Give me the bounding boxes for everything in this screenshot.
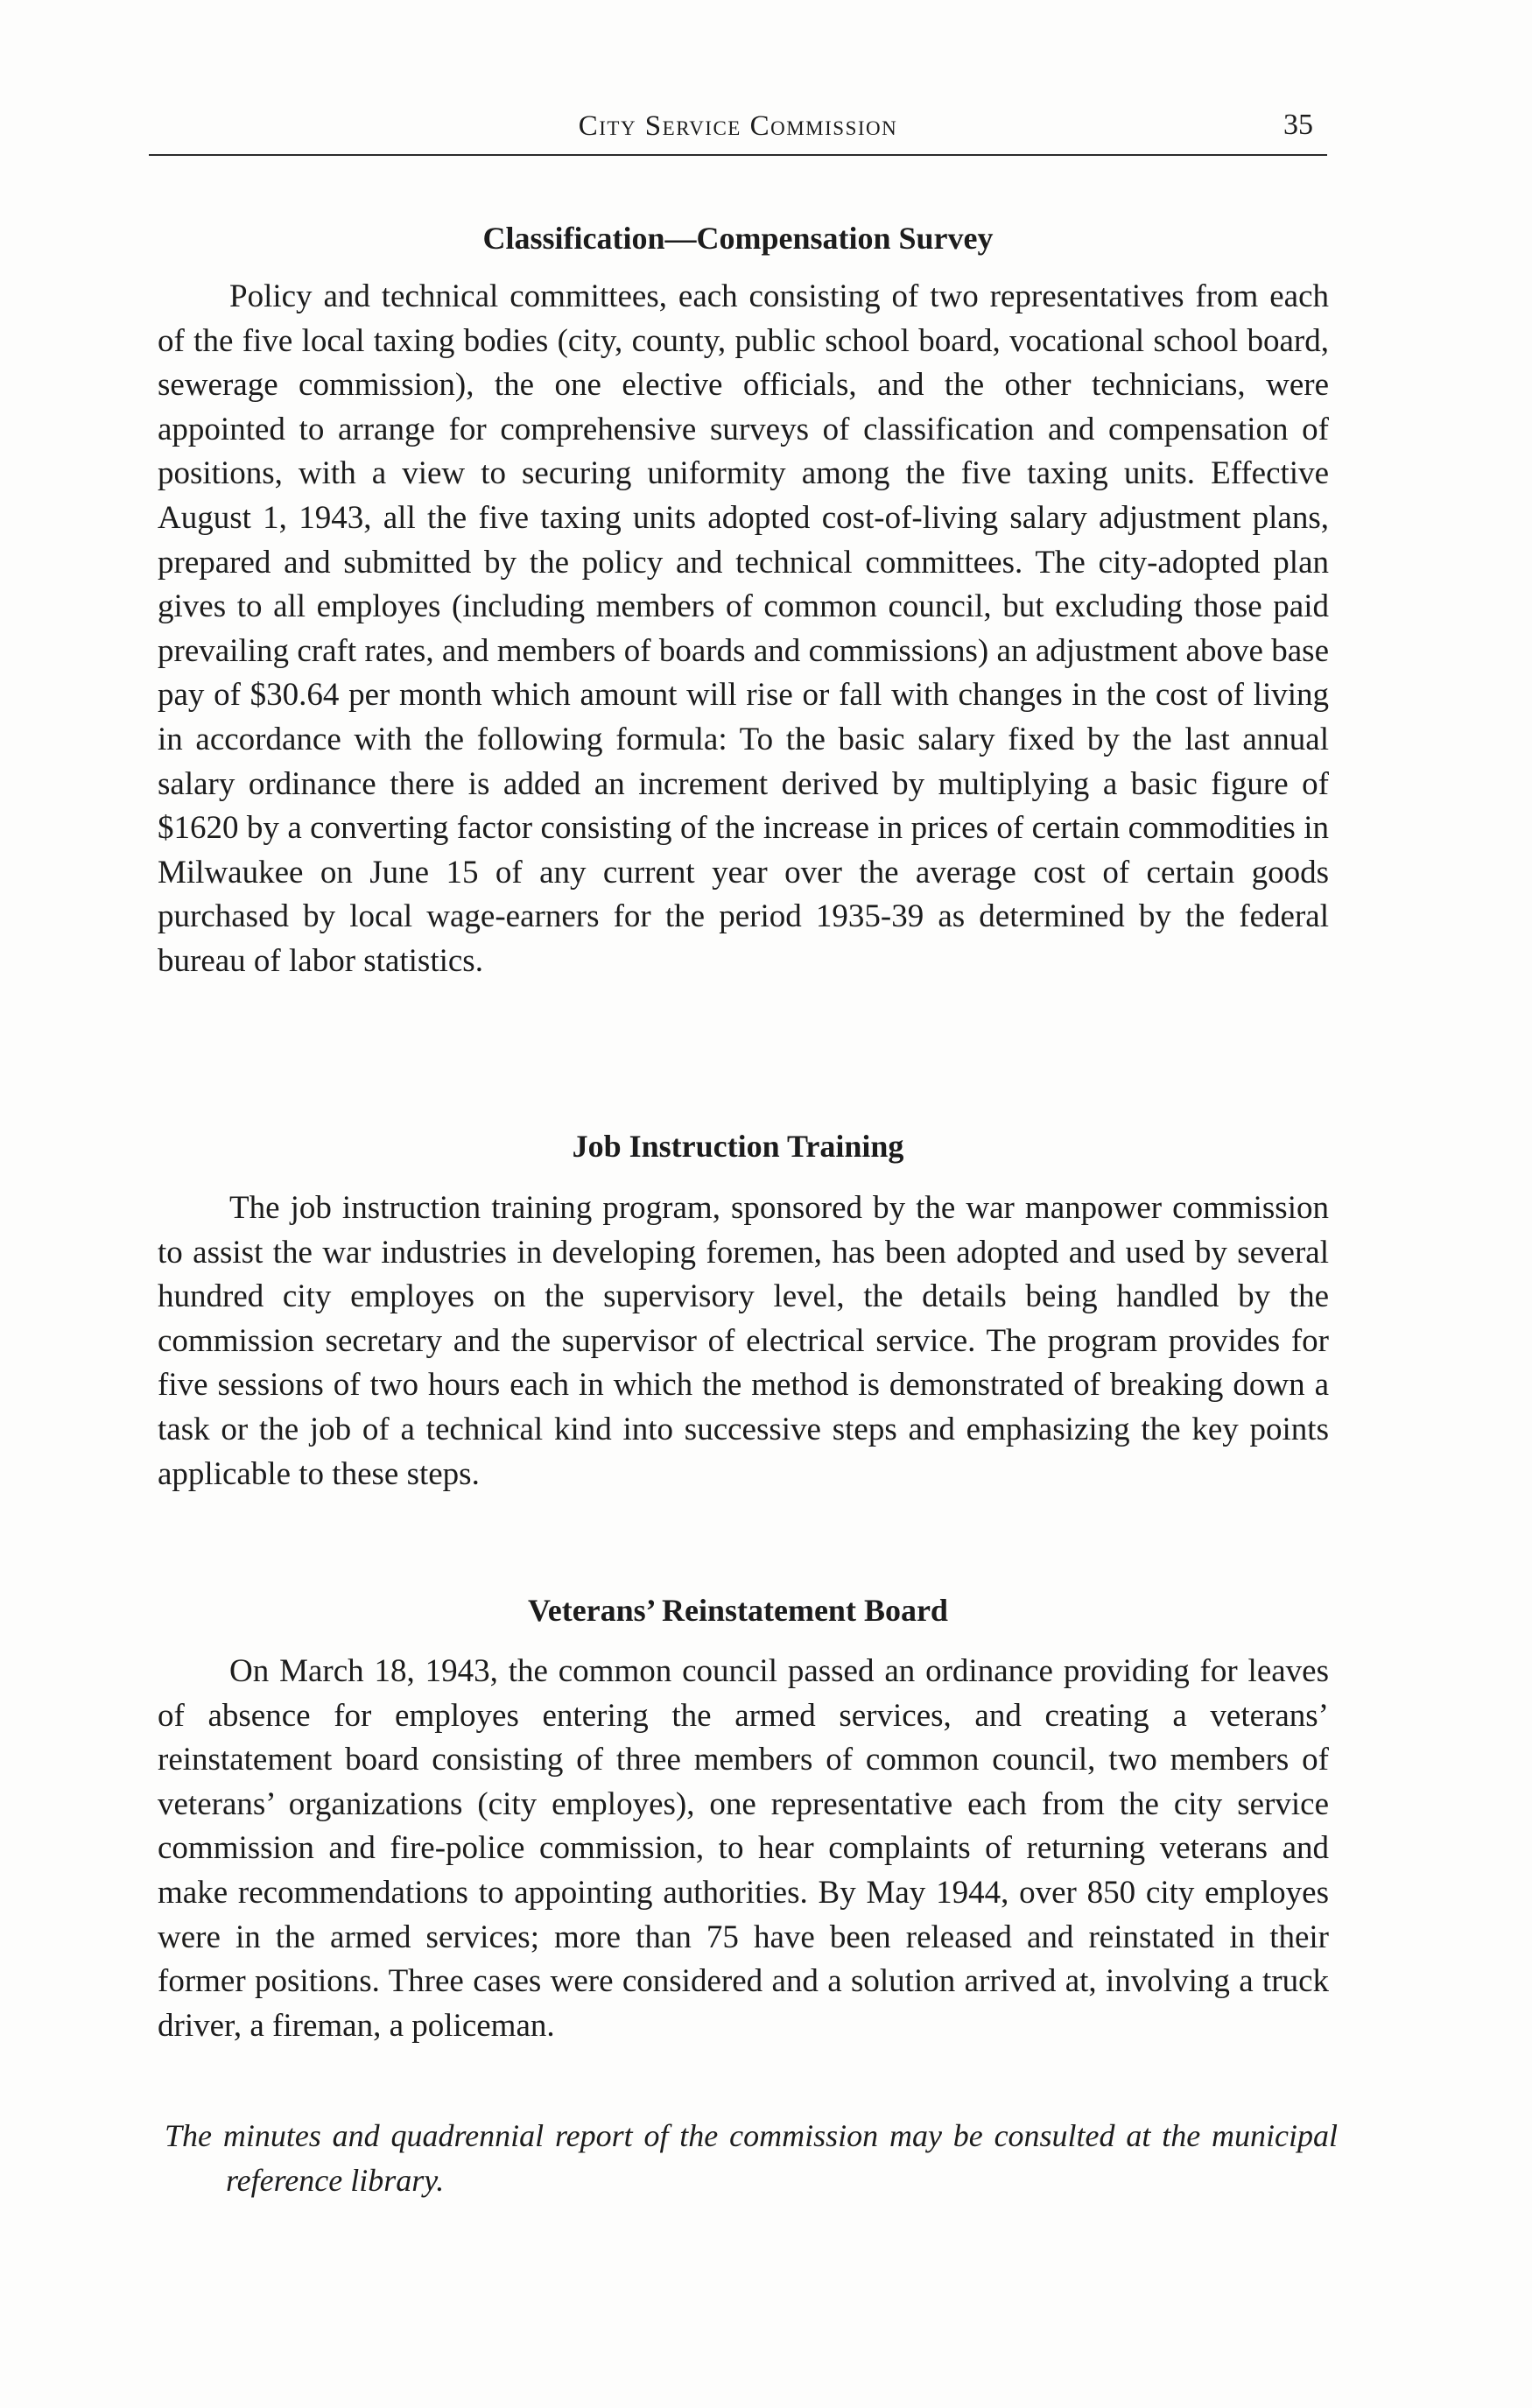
section-heading-veterans: Veterans’ Reinstatement Board	[528, 1593, 948, 1628]
running-header	[149, 103, 1327, 156]
section-heading-job-instruction: Job Instruction Training	[572, 1129, 904, 1164]
footnote: The minutes and quadrennial report of the commission may be consulted at the municipal reference library.	[165, 2118, 1338, 2198]
page-number: 35	[1283, 109, 1313, 141]
section-heading-classification: Classification—Compensation Survey	[482, 221, 994, 256]
running-title: City Service Commission	[578, 110, 898, 142]
section-body-classification: Policy and technical committees, each consisting of two representatives from each of the five local taxing bodies (city, county, public school board, vocational school board, sewerage commission), the one elective officials, and the other technicians, were appointed to arrange for comprehensive surveys of classification and compensation of positions, with a view to securing uniformity among the five taxing units. Effective August 1, 1943, all the five taxing units adopted cost-of-living salary adjustment plans, prepared and submitted by the policy and technical committees. The city-adopted plan gives to all employes (including members of common council, but excluding those paid prevailing craft rates, and members of boards and commissions) an adjustment above base pay of $30.64 per month which amount will rise or fall with changes in the cost of living in accordance with the following formula: To the basic salary fixed by the last annual salary ordinance there is added an increment derived by multiplying a basic figure of $1620 by a converting factor consisting of the increase in prices of certain commodities in Milwaukee on June 15 of any current year over the average cost of certain goods purchased by local wage-earners for the period 1935-39 as determined by the federal bureau of labor statistics.	[158, 278, 1329, 979]
section-body-job-instruction: The job instruction training program, sponsored by the war manpower commission to assist the war industries in developing foremen, has been adopted and used by several hundred city employes on the supervisory level, the details being handled by the commission secretary and the supervisor of electrical service. The program provides for five sessions of two hours each in which the method is demonstrated of breaking down a task or the job of a technical kind into successive steps and emphasizing the key points applicable to these steps.	[158, 1190, 1329, 1492]
section-body-veterans: On March 18, 1943, the common council passed an ordinance providing for leaves of absence for employes entering the armed services, and creating a veterans’ reinstatement board consisting of three members of common council, two members of veterans’ organizations (city employes), one representative each from the city service commission and fire-police commission, to hear complaints of returning veterans and make recommendations to appointing authorities. By May 1944, over 850 city employes were in the armed services; more than 75 have been released and reinstated in their former positions. Three cases were considered and a solution arrived at, involving a truck driver, a fireman, a policeman.	[158, 1653, 1329, 2044]
